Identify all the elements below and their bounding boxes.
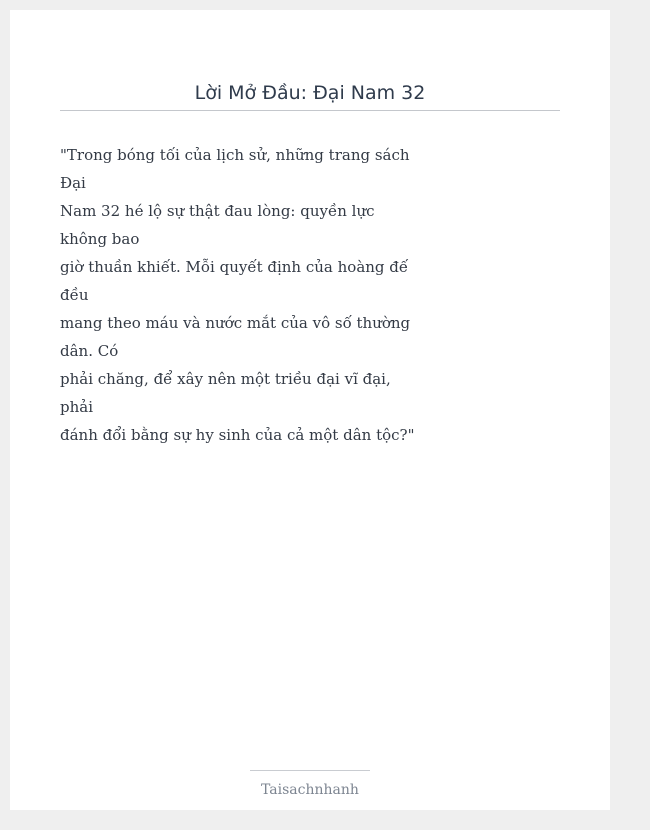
page-title: Lời Mở Đầu: Đại Nam 32 xyxy=(194,82,426,104)
footer-divider xyxy=(250,770,370,771)
paragraph-line: dân. Có xyxy=(60,342,119,360)
title-divider xyxy=(60,110,560,111)
paragraph-line: không bao xyxy=(60,230,140,248)
paragraph-line: Nam 32 hé lộ sự thật đau lòng: quyền lực xyxy=(60,202,375,220)
paragraph-line: đánh đổi bằng sự hy sinh của cả một dân tộc?" xyxy=(60,426,415,444)
paragraph-line: giờ thuần khiết. Mỗi quyết định của hoàng đế xyxy=(60,258,409,276)
document-page xyxy=(10,10,610,810)
paragraph-line: phải xyxy=(60,398,94,416)
paragraph-line: đều xyxy=(60,286,89,304)
paragraph-line: Đại xyxy=(60,174,86,192)
paragraph-line: phải chăng, để xây nên một triều đại vĩ đại, xyxy=(60,370,391,388)
paragraph-line: "Trong bóng tối của lịch sử, những trang sách xyxy=(60,146,410,164)
quote-paragraph xyxy=(60,141,420,449)
paragraph-line: mang theo máu và nước mắt của vô số thường xyxy=(60,314,411,332)
footer-brand: Taisachnhanh xyxy=(261,782,359,798)
